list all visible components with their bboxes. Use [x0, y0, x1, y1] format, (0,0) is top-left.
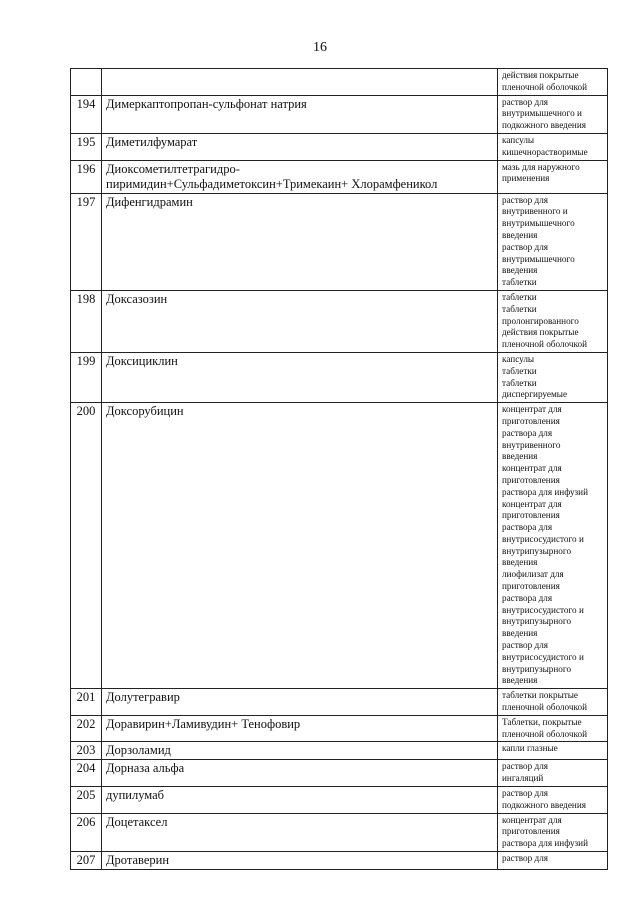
page-number: 16	[313, 40, 327, 55]
dosage-form-line: таблетки	[502, 277, 537, 288]
dosage-form-cell	[498, 160, 608, 193]
row-number: 202	[71, 715, 102, 742]
dosage-form-line: раствора для	[502, 592, 553, 603]
dosage-form-line: диспергируемые	[502, 389, 568, 400]
dosage-form-line: таблетки	[502, 377, 537, 388]
dosage-form-line: применения	[502, 173, 550, 184]
dosage-form-line: пленочной оболочкой	[502, 81, 588, 92]
drug-name-cell	[102, 352, 498, 402]
dosage-form-line: введения	[502, 229, 538, 240]
dosage-form-line: внутрисосудистого и	[502, 651, 584, 662]
dosage-form-line: раствора для инфузий	[502, 486, 588, 497]
dosage-form-cell	[498, 852, 608, 870]
drug-name-cell	[102, 69, 498, 96]
drug-name-cell	[102, 290, 498, 352]
table-row	[71, 160, 608, 193]
drug-name-cell	[102, 95, 498, 133]
dosage-form-cell	[498, 95, 608, 133]
row-number: 198	[71, 290, 102, 352]
drug-name-cell	[102, 787, 498, 814]
dosage-form-line: приготовления	[502, 474, 560, 485]
dosage-form-line: внутрисосудистого и	[502, 604, 584, 615]
row-number: 204	[71, 760, 102, 787]
table-row	[71, 760, 608, 787]
dosage-form-line: внутримышечного	[502, 253, 575, 264]
dosage-form-line: концентрат для	[502, 463, 562, 474]
table-row	[71, 290, 608, 352]
dosage-form-line: раствор для	[502, 788, 549, 799]
table-row	[71, 742, 608, 760]
dosage-form-line: пленочной оболочкой	[502, 728, 588, 739]
dosage-form-line: действия покрытые	[502, 327, 579, 338]
table-row	[71, 352, 608, 402]
drug-name: Дорназа альфа	[106, 761, 185, 776]
dosage-form-line: раствор для	[502, 640, 549, 651]
drug-name: Доцетаксел	[106, 814, 168, 829]
dosage-form-line: подкожного введения	[502, 120, 586, 131]
table-body	[71, 69, 608, 870]
drug-name: Доксорубицин	[106, 404, 184, 419]
drug-name: Дорзоламид	[106, 743, 171, 758]
drug-name: Долутегравир	[106, 690, 180, 705]
dosage-form-line: концентрат для	[502, 498, 562, 509]
dosage-form-line: внутримышечного и	[502, 108, 582, 119]
dosage-form-line: капсулы	[502, 353, 535, 364]
drug-name-cell	[102, 813, 498, 851]
dosage-form-line: введения	[502, 451, 538, 462]
row-number: 194	[71, 95, 102, 133]
drug-name: Дифенгидрамин	[106, 194, 193, 209]
row-number: 197	[71, 193, 102, 290]
row-number: 200	[71, 403, 102, 689]
drug-name-cell	[102, 852, 498, 870]
dosage-form-line: таблетки покрытые	[502, 690, 579, 701]
drug-name-cell	[102, 133, 498, 160]
row-number: 196	[71, 160, 102, 193]
drug-name-cell	[102, 760, 498, 787]
dosage-form-line: приготовления	[502, 581, 560, 592]
dosage-form-cell	[498, 193, 608, 290]
dosage-form-line: введения	[502, 557, 538, 568]
dosage-form-line: концентрат для	[502, 404, 562, 415]
table-row	[71, 403, 608, 689]
table-row	[71, 133, 608, 160]
dosage-form-line: введения	[502, 265, 538, 276]
dosage-form-line: введения	[502, 675, 538, 686]
dosage-form-line: Таблетки, покрытые	[502, 716, 582, 727]
drug-name: Дротаверин	[106, 853, 170, 868]
row-number: 199	[71, 352, 102, 402]
dosage-form-line: действия покрытые	[502, 70, 579, 80]
dosage-form-line: лиофилизат для	[502, 569, 564, 580]
dosage-form-cell	[498, 787, 608, 814]
drug-name: Димеркаптопропан-сульфонат натрия	[106, 96, 307, 111]
table-row	[71, 689, 608, 716]
dosage-form-line: приготовления	[502, 415, 560, 426]
row-number: 203	[71, 742, 102, 760]
dosage-form-cell	[498, 760, 608, 787]
dosage-form-cell	[498, 813, 608, 851]
dosage-form-line: пленочной оболочкой	[502, 702, 588, 713]
drug-name-cell	[102, 715, 498, 742]
drug-table	[70, 68, 608, 870]
dosage-form-line: мазь для наружного	[502, 161, 580, 172]
table-row	[71, 787, 608, 814]
dosage-form-line: раствор для	[502, 241, 549, 252]
dosage-form-line: внутрисосудистого и	[502, 533, 584, 544]
dosage-form-line: пролонгированного	[502, 315, 579, 326]
dosage-form-line: капсулы	[502, 134, 535, 145]
dosage-form-line: внутрипузырного	[502, 616, 572, 627]
dosage-form-line: раствора для	[502, 427, 553, 438]
table-row	[71, 852, 608, 870]
dosage-form-line: раствор для	[502, 194, 549, 205]
dosage-form-line: внутривенного и	[502, 206, 568, 217]
dosage-form-cell	[498, 352, 608, 402]
drug-name: Доксициклин	[106, 353, 178, 368]
dosage-form-cell	[498, 689, 608, 716]
drug-name: Доравирин+Ламивудин+ Тенофовир	[106, 716, 301, 731]
dosage-form-line: капли глазные	[502, 743, 558, 754]
table-row	[71, 69, 608, 96]
table-row	[71, 715, 608, 742]
dosage-form-line: внутримышечного	[502, 218, 575, 229]
dosage-form-line: введения	[502, 628, 538, 639]
row-number: 207	[71, 852, 102, 870]
drug-name: дупилумаб	[106, 788, 165, 803]
dosage-form-cell	[498, 69, 608, 96]
drug-name-cell	[102, 193, 498, 290]
dosage-form-cell	[498, 742, 608, 760]
drug-name: Диоксометилтетрагидро-	[106, 161, 240, 176]
dosage-form-line: раствор для	[502, 761, 549, 772]
dosage-form-line: подкожного введения	[502, 799, 586, 810]
dosage-form-line: раствор для	[502, 96, 549, 107]
dosage-form-line: ингаляций	[502, 773, 544, 784]
dosage-form-line: раствор для	[502, 853, 549, 864]
drug-name: Диметилфумарат	[106, 134, 198, 149]
row-number: 206	[71, 813, 102, 851]
row-number: 205	[71, 787, 102, 814]
dosage-form-cell	[498, 403, 608, 689]
dosage-form-cell	[498, 715, 608, 742]
table-row	[71, 813, 608, 851]
dosage-form-line: раствора для	[502, 522, 553, 533]
dosage-form-cell	[498, 133, 608, 160]
dosage-form-line: пленочной оболочкой	[502, 339, 588, 350]
drug-name-cell	[102, 689, 498, 716]
dosage-form-line: приготовления	[502, 510, 560, 521]
dosage-form-line: таблетки	[502, 291, 537, 302]
dosage-form-line: концентрат для	[502, 814, 562, 825]
dosage-form-cell	[498, 290, 608, 352]
dosage-form-line: внутрипузырного	[502, 663, 572, 674]
drug-name: пиримидин+Сульфадиметоксин+Тримекаин+ Хлорамфеникол	[106, 176, 438, 191]
row-number: 201	[71, 689, 102, 716]
dosage-form-line: внутривенного	[502, 439, 561, 450]
drug-name-cell	[102, 742, 498, 760]
dosage-form-line: внутрипузырного	[502, 545, 572, 556]
row-number	[71, 69, 102, 96]
dosage-form-line: таблетки	[502, 365, 537, 376]
row-number: 195	[71, 133, 102, 160]
dosage-form-line: таблетки	[502, 303, 537, 314]
dosage-form-line: раствора для инфузий	[502, 838, 588, 849]
drug-name: Доксазозин	[106, 291, 168, 306]
table-row	[71, 193, 608, 290]
table-row	[71, 95, 608, 133]
drug-name-cell	[102, 160, 498, 193]
dosage-form-line: кишечнорастворимые	[502, 146, 588, 157]
drug-name-cell	[102, 403, 498, 689]
dosage-form-line: приготовления	[502, 826, 560, 837]
